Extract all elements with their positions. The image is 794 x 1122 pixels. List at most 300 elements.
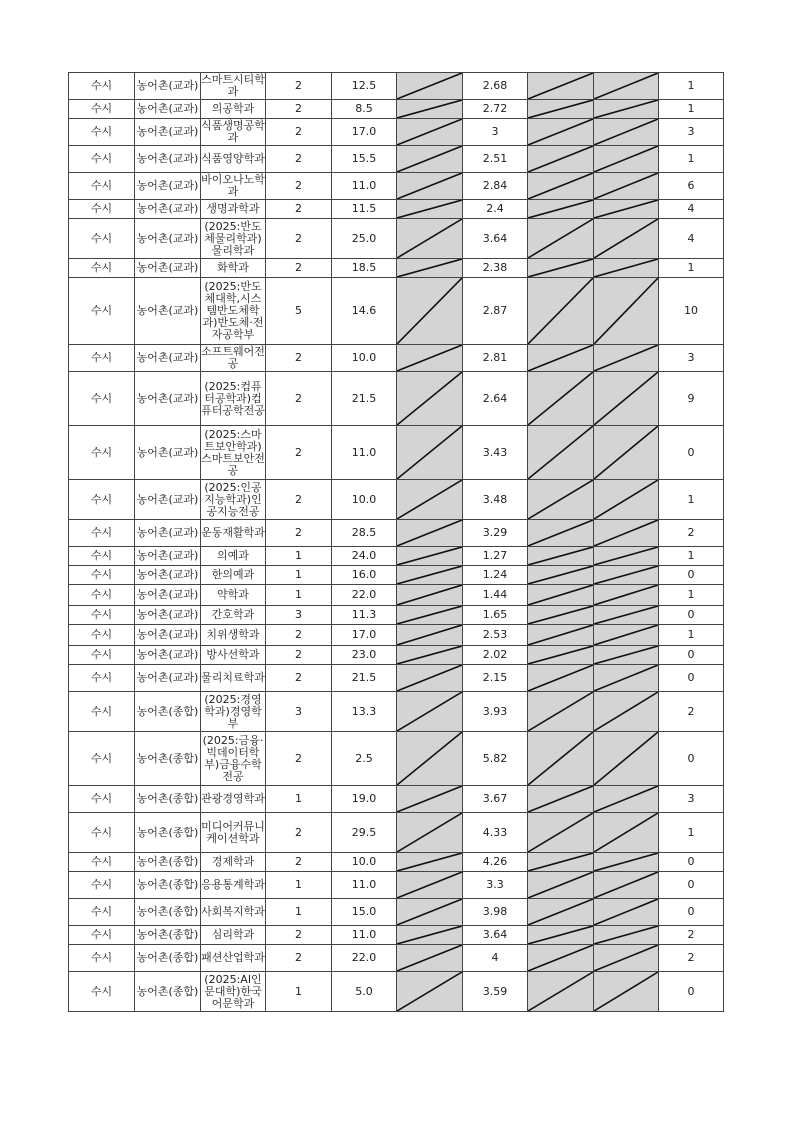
table-row <box>69 520 724 547</box>
cell-dept: 식품생명공학과 <box>201 119 265 144</box>
cell-admission: 농어촌(교과) <box>135 200 201 219</box>
cell-admission: 농어촌(종합) <box>135 786 201 813</box>
cell-admission: 농어촌(교과) <box>135 259 201 278</box>
cell-dept: (2025:AI인문대학)한국어문학과 <box>201 972 266 1012</box>
table-row <box>69 100 724 119</box>
cell-recruit: 2 <box>266 345 332 372</box>
cell-type: 수시 <box>69 625 135 646</box>
slashed-cell <box>528 646 594 665</box>
slashed-cell <box>397 945 463 972</box>
slashed-cell <box>528 926 594 945</box>
cell-ratio: 17.0 <box>332 625 397 646</box>
cell-admission: 농어촌(교과) <box>135 100 201 119</box>
slashed-cell <box>397 372 463 426</box>
table-row <box>69 480 724 520</box>
cell-type: 수시 <box>69 520 135 547</box>
cell-admission: 농어촌(종합) <box>135 872 201 899</box>
cell-recruit: 3 <box>266 692 332 732</box>
cell-admission: 농어촌(종합) <box>135 732 201 786</box>
cell-dept: (2025:반도체물리학과)물리학과 <box>201 219 266 259</box>
cell-grade: 2.38 <box>463 259 528 278</box>
slashed-cell <box>397 872 463 899</box>
table-row <box>69 426 724 480</box>
cell-extra: 0 <box>659 566 724 585</box>
slashed-cell <box>528 278 594 345</box>
table-row <box>69 146 724 173</box>
cell-admission: 농어촌(교과) <box>135 606 201 625</box>
slashed-cell <box>528 972 594 1012</box>
slashed-cell <box>528 732 594 786</box>
slashed-cell <box>397 692 463 732</box>
cell-grade: 3.98 <box>463 899 528 926</box>
table-row <box>69 692 724 732</box>
cell-recruit: 5 <box>266 278 332 345</box>
slashed-cell <box>594 520 659 547</box>
cell-grade: 1.44 <box>463 585 528 606</box>
cell-extra: 2 <box>659 945 724 972</box>
cell-ratio: 2.5 <box>332 732 397 786</box>
cell-recruit: 1 <box>266 547 332 566</box>
slashed-cell <box>594 926 659 945</box>
cell-recruit: 2 <box>266 173 332 200</box>
slashed-cell <box>397 73 463 100</box>
slashed-cell <box>594 692 659 732</box>
table-row <box>69 813 724 853</box>
cell-grade: 4.33 <box>463 813 528 853</box>
slashed-cell <box>397 786 463 813</box>
cell-extra: 0 <box>659 972 724 1012</box>
cell-type: 수시 <box>69 219 135 259</box>
cell-type: 수시 <box>69 926 135 945</box>
cell-extra: 0 <box>659 606 724 625</box>
cell-type: 수시 <box>69 732 135 786</box>
cell-dept: 운동재활학과 <box>201 520 266 547</box>
slashed-cell <box>397 732 463 786</box>
cell-ratio: 11.0 <box>332 872 397 899</box>
cell-extra: 4 <box>659 219 724 259</box>
cell-dept: 의공학과 <box>201 100 266 119</box>
table-row <box>69 278 724 345</box>
cell-recruit: 2 <box>266 426 332 480</box>
cell-extra: 1 <box>659 813 724 853</box>
slashed-cell <box>397 926 463 945</box>
slashed-cell <box>528 665 594 692</box>
slashed-cell <box>528 625 594 646</box>
slashed-cell <box>594 259 659 278</box>
cell-grade: 5.82 <box>463 732 528 786</box>
slashed-cell <box>397 853 463 872</box>
cell-extra: 2 <box>659 692 724 732</box>
cell-type: 수시 <box>69 945 135 972</box>
cell-ratio: 19.0 <box>332 786 397 813</box>
cell-ratio: 24.0 <box>332 547 397 566</box>
cell-ratio: 11.5 <box>332 200 397 219</box>
table-body <box>69 73 724 1012</box>
cell-type: 수시 <box>69 692 135 732</box>
cell-type: 수시 <box>69 345 135 372</box>
cell-grade: 1.65 <box>463 606 528 625</box>
cell-dept: (2025:스마트보안학과)스마트보안전공 <box>201 426 266 480</box>
cell-grade: 2.81 <box>463 345 528 372</box>
slashed-cell <box>594 547 659 566</box>
cell-extra: 0 <box>659 732 724 786</box>
cell-recruit: 2 <box>266 73 332 100</box>
cell-grade: 2.02 <box>463 646 528 665</box>
cell-grade: 2.15 <box>463 665 528 692</box>
cell-extra: 2 <box>659 520 724 547</box>
slashed-cell <box>528 692 594 732</box>
cell-ratio: 28.5 <box>332 520 397 547</box>
slashed-cell <box>397 606 463 625</box>
cell-type: 수시 <box>69 786 135 813</box>
cell-admission: 농어촌(교과) <box>135 426 201 480</box>
table-row <box>69 566 724 585</box>
slashed-cell <box>397 146 463 173</box>
slashed-cell <box>397 625 463 646</box>
slashed-cell <box>528 219 594 259</box>
table-row <box>69 899 724 926</box>
slashed-cell <box>528 853 594 872</box>
slashed-cell <box>594 173 659 200</box>
cell-type: 수시 <box>69 73 135 100</box>
cell-extra: 1 <box>659 73 724 100</box>
slashed-cell <box>397 173 463 200</box>
slashed-cell <box>594 345 659 372</box>
cell-type: 수시 <box>69 872 135 899</box>
cell-extra: 1 <box>659 259 724 278</box>
slashed-cell <box>594 119 659 146</box>
slashed-cell <box>397 259 463 278</box>
slashed-cell <box>594 426 659 480</box>
cell-recruit: 1 <box>266 566 332 585</box>
cell-recruit: 2 <box>266 520 332 547</box>
cell-grade: 2.51 <box>463 146 528 173</box>
cell-admission: 농어촌(종합) <box>135 899 201 926</box>
cell-dept: 경제학과 <box>201 853 266 872</box>
slashed-cell <box>528 146 594 173</box>
cell-admission: 농어촌(교과) <box>135 520 201 547</box>
table-row <box>69 972 724 1012</box>
slashed-cell <box>397 100 463 119</box>
slashed-cell <box>397 520 463 547</box>
cell-ratio: 8.5 <box>332 100 397 119</box>
cell-grade: 3.43 <box>463 426 528 480</box>
table-row <box>69 372 724 426</box>
slashed-cell <box>397 665 463 692</box>
cell-recruit: 2 <box>266 853 332 872</box>
cell-admission: 농어촌(교과) <box>135 278 201 345</box>
slashed-cell <box>397 480 463 520</box>
cell-recruit: 2 <box>266 732 332 786</box>
cell-dept: 치위생학과 <box>201 625 266 646</box>
cell-type: 수시 <box>69 606 135 625</box>
table-row <box>69 872 724 899</box>
table-row <box>69 732 724 786</box>
cell-dept: (2025:금융·빅데이터학부)금융수학전공 <box>201 732 266 786</box>
cell-admission: 농어촌(교과) <box>135 566 201 585</box>
cell-grade: 3.3 <box>463 872 528 899</box>
cell-admission: 농어촌(종합) <box>135 945 201 972</box>
cell-dept: 사회복지학과 <box>201 899 266 926</box>
cell-dept: 물리치료학과 <box>201 665 266 692</box>
cell-admission: 농어촌(교과) <box>135 646 201 665</box>
slashed-cell <box>528 585 594 606</box>
slashed-cell <box>594 73 659 100</box>
cell-type: 수시 <box>69 146 135 173</box>
cell-dept: 바이오나노학과 <box>201 173 265 198</box>
slashed-cell <box>528 200 594 219</box>
table-row <box>69 345 724 372</box>
cell-dept: 약학과 <box>201 585 266 606</box>
slashed-cell <box>397 547 463 566</box>
cell-ratio: 11.0 <box>332 173 397 200</box>
slashed-cell <box>528 899 594 926</box>
slashed-cell <box>594 278 659 345</box>
slashed-cell <box>528 426 594 480</box>
cell-ratio: 14.6 <box>332 278 397 345</box>
cell-recruit: 1 <box>266 585 332 606</box>
cell-recruit: 2 <box>266 665 332 692</box>
cell-grade: 2.72 <box>463 100 528 119</box>
cell-extra: 6 <box>659 173 724 200</box>
cell-extra: 3 <box>659 119 724 146</box>
cell-grade: 1.24 <box>463 566 528 585</box>
slashed-cell <box>528 73 594 100</box>
cell-extra: 1 <box>659 547 724 566</box>
slashed-cell <box>528 566 594 585</box>
slashed-cell <box>594 899 659 926</box>
slashed-cell <box>594 813 659 853</box>
cell-grade: 2.87 <box>463 278 528 345</box>
cell-admission: 농어촌(교과) <box>135 219 201 259</box>
cell-admission: 농어촌(교과) <box>135 372 201 426</box>
table-row <box>69 853 724 872</box>
cell-type: 수시 <box>69 665 135 692</box>
cell-type: 수시 <box>69 200 135 219</box>
slashed-cell <box>528 872 594 899</box>
cell-recruit: 2 <box>266 119 332 146</box>
cell-extra: 3 <box>659 345 724 372</box>
cell-dept: 의예과 <box>201 547 266 566</box>
slashed-cell <box>397 345 463 372</box>
table-row <box>69 665 724 692</box>
slashed-cell <box>594 480 659 520</box>
cell-extra: 0 <box>659 426 724 480</box>
slashed-cell <box>528 259 594 278</box>
slashed-cell <box>397 813 463 853</box>
cell-admission: 농어촌(종합) <box>135 813 201 853</box>
cell-type: 수시 <box>69 853 135 872</box>
cell-extra: 1 <box>659 625 724 646</box>
table-row <box>69 646 724 665</box>
cell-recruit: 2 <box>266 146 332 173</box>
admission-results-table <box>68 72 724 1012</box>
cell-ratio: 11.0 <box>332 426 397 480</box>
cell-type: 수시 <box>69 566 135 585</box>
cell-extra: 1 <box>659 480 724 520</box>
slashed-cell <box>528 372 594 426</box>
cell-recruit: 1 <box>266 786 332 813</box>
cell-admission: 농어촌(종합) <box>135 692 201 732</box>
cell-extra: 0 <box>659 853 724 872</box>
slashed-cell <box>594 200 659 219</box>
cell-type: 수시 <box>69 813 135 853</box>
slashed-cell <box>594 786 659 813</box>
cell-admission: 농어촌(교과) <box>135 625 201 646</box>
cell-admission: 농어촌(교과) <box>135 119 201 146</box>
cell-ratio: 29.5 <box>332 813 397 853</box>
cell-grade: 4 <box>463 945 528 972</box>
cell-extra: 9 <box>659 372 724 426</box>
slashed-cell <box>528 100 594 119</box>
table-row <box>69 547 724 566</box>
cell-type: 수시 <box>69 646 135 665</box>
slashed-cell <box>594 872 659 899</box>
cell-recruit: 2 <box>266 813 332 853</box>
slashed-cell <box>594 945 659 972</box>
cell-type: 수시 <box>69 259 135 278</box>
cell-admission: 농어촌(종합) <box>135 926 201 945</box>
cell-dept: 심리학과 <box>201 926 266 945</box>
cell-recruit: 2 <box>266 219 332 259</box>
cell-dept: 화학과 <box>201 259 266 278</box>
slashed-cell <box>397 646 463 665</box>
cell-admission: 농어촌(종합) <box>135 972 201 1012</box>
cell-ratio: 10.0 <box>332 345 397 372</box>
slashed-cell <box>528 520 594 547</box>
cell-extra: 0 <box>659 665 724 692</box>
cell-recruit: 3 <box>266 606 332 625</box>
cell-dept: 스마트시티학과 <box>201 73 265 98</box>
cell-recruit: 2 <box>266 259 332 278</box>
cell-extra: 0 <box>659 646 724 665</box>
cell-ratio: 17.0 <box>332 119 397 146</box>
cell-dept: (2025:경영학과)경영학부 <box>201 692 266 732</box>
slashed-cell <box>397 899 463 926</box>
cell-ratio: 5.0 <box>332 972 397 1012</box>
slashed-cell <box>397 278 463 345</box>
cell-dept: (2025:인공지능학과)인공지능전공 <box>201 480 266 520</box>
slashed-cell <box>594 732 659 786</box>
cell-admission: 농어촌(교과) <box>135 345 201 372</box>
slashed-cell <box>594 100 659 119</box>
cell-admission: 농어촌(교과) <box>135 73 201 100</box>
slashed-cell <box>397 426 463 480</box>
cell-type: 수시 <box>69 899 135 926</box>
cell-recruit: 2 <box>266 646 332 665</box>
slashed-cell <box>528 480 594 520</box>
cell-dept: 응용통계학과 <box>201 872 266 899</box>
slashed-cell <box>397 119 463 146</box>
slashed-cell <box>594 625 659 646</box>
cell-recruit: 2 <box>266 480 332 520</box>
cell-ratio: 18.5 <box>332 259 397 278</box>
cell-grade: 3.29 <box>463 520 528 547</box>
cell-recruit: 2 <box>266 100 332 119</box>
cell-grade: 2.68 <box>463 73 528 100</box>
cell-admission: 농어촌(교과) <box>135 173 201 200</box>
cell-grade: 1.27 <box>463 547 528 566</box>
cell-extra: 1 <box>659 100 724 119</box>
slashed-cell <box>397 219 463 259</box>
slashed-cell <box>594 665 659 692</box>
slashed-cell <box>528 345 594 372</box>
cell-ratio: 11.0 <box>332 926 397 945</box>
cell-dept: 소프트웨어전공 <box>201 345 265 370</box>
cell-admission: 농어촌(교과) <box>135 585 201 606</box>
cell-ratio: 16.0 <box>332 566 397 585</box>
slashed-cell <box>594 372 659 426</box>
cell-grade: 2.53 <box>463 625 528 646</box>
cell-grade: 3.67 <box>463 786 528 813</box>
cell-dept: (2025:반도체대학,시스템반도체학과)반도체·전자공학부 <box>201 278 266 345</box>
slashed-cell <box>594 585 659 606</box>
slashed-cell <box>397 566 463 585</box>
cell-dept: 식품영양학과 <box>201 146 266 173</box>
cell-type: 수시 <box>69 119 135 146</box>
slashed-cell <box>594 606 659 625</box>
cell-ratio: 13.3 <box>332 692 397 732</box>
cell-recruit: 2 <box>266 200 332 219</box>
cell-ratio: 25.0 <box>332 219 397 259</box>
cell-ratio: 21.5 <box>332 665 397 692</box>
slashed-cell <box>594 219 659 259</box>
slashed-cell <box>528 547 594 566</box>
cell-grade: 3.64 <box>463 219 528 259</box>
slashed-cell <box>528 173 594 200</box>
cell-type: 수시 <box>69 480 135 520</box>
cell-ratio: 21.5 <box>332 372 397 426</box>
cell-ratio: 10.0 <box>332 480 397 520</box>
cell-grade: 3.48 <box>463 480 528 520</box>
table-row <box>69 173 724 200</box>
slashed-cell <box>528 606 594 625</box>
cell-dept: 관광경영학과 <box>201 786 266 813</box>
table-row <box>69 219 724 259</box>
cell-admission: 농어촌(교과) <box>135 480 201 520</box>
cell-type: 수시 <box>69 100 135 119</box>
cell-recruit: 2 <box>266 926 332 945</box>
cell-ratio: 11.3 <box>332 606 397 625</box>
slashed-cell <box>528 945 594 972</box>
cell-dept: 미디어커뮤니케이션학과 <box>201 813 266 853</box>
cell-grade: 3.64 <box>463 926 528 945</box>
table-row <box>69 625 724 646</box>
cell-recruit: 1 <box>266 899 332 926</box>
cell-ratio: 15.0 <box>332 899 397 926</box>
cell-extra: 1 <box>659 146 724 173</box>
cell-extra: 10 <box>659 278 724 345</box>
table-row <box>69 259 724 278</box>
cell-type: 수시 <box>69 372 135 426</box>
slashed-cell <box>397 972 463 1012</box>
table-row <box>69 200 724 219</box>
cell-admission: 농어촌(종합) <box>135 853 201 872</box>
cell-dept: 패션산업학과 <box>201 945 266 972</box>
cell-recruit: 1 <box>266 872 332 899</box>
slashed-cell <box>594 566 659 585</box>
cell-ratio: 15.5 <box>332 146 397 173</box>
table-row <box>69 926 724 945</box>
slashed-cell <box>594 646 659 665</box>
slashed-cell <box>528 813 594 853</box>
cell-ratio: 23.0 <box>332 646 397 665</box>
cell-recruit: 2 <box>266 945 332 972</box>
cell-recruit: 2 <box>266 372 332 426</box>
cell-grade: 3 <box>463 119 528 146</box>
slashed-cell <box>594 972 659 1012</box>
slashed-cell <box>528 119 594 146</box>
